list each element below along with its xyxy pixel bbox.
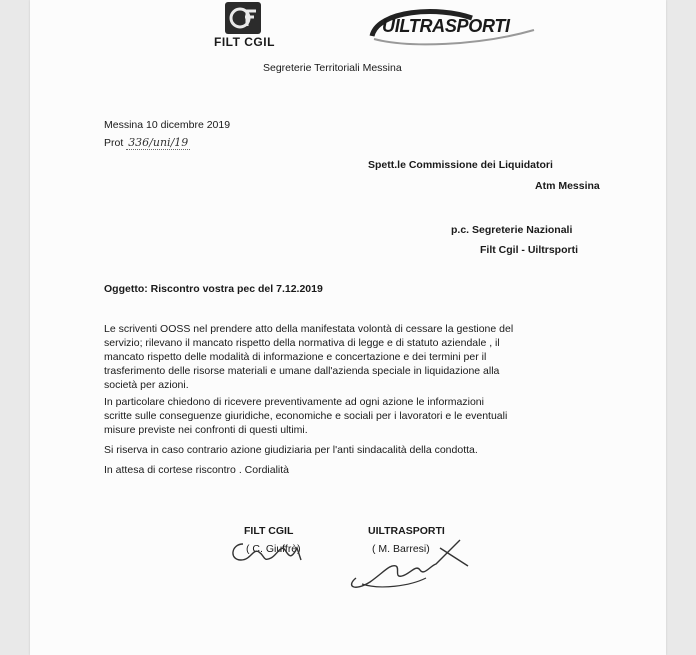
signature-left-scribble [225,530,315,570]
paragraph-line: Le scriventi OOSS nel prendere atto della manifestata volontà di cessare la gestione del [104,323,514,335]
place-date: Messina 10 dicembre 2019 [104,119,231,131]
signature-right-org: UILTRASPORTI [368,525,445,537]
signature-left-name: ( C. Giuffrè) [246,543,301,555]
protocol-label: Prot [104,137,124,149]
letter-page [30,0,666,655]
paragraph-2 [104,395,507,437]
filt-cgil-logo [200,2,280,50]
filt-cgil-logo-text: FILT CGIL [214,35,275,49]
paragraph-3: Si riserva in caso contrario azione giudiziaria per l'anti sindacalità della condotta. [104,444,478,456]
paragraph-1 [104,322,513,392]
signature-left-org: FILT CGIL [244,525,294,537]
paragraph-line: trasferimento delle risorse materiali e umane dall'azienda speciale in liquidazione alla [104,365,500,377]
protocol-number: 336/uni/19 [128,136,189,149]
uiltrasporti-logo-text: UILTRASPORTI [382,16,510,36]
filt-cgil-emblem [225,2,261,34]
subject-line: Oggetto: Riscontro vostra pec del 7.12.2019 [104,283,323,295]
cc-line-2: Filt Cgil - Uiltrsporti [480,244,578,256]
recipient-line-2: Atm Messina [535,180,600,192]
paragraph-line: In particolare chiedono di ricevere preventivamente ad ogni azione le informazioni [104,396,484,408]
uiltrasporti-logo [368,8,538,48]
recipient-line-1: Spett.le Commissione dei Liquidatori [368,159,553,171]
paragraph-4: In attesa di cortese riscontro . Cordialità [104,464,290,476]
signature-right-name: ( M. Barresi) [372,543,430,555]
paragraph-line: mancato rispetto delle modalità di informazione e concertazione e dei termini per il [104,351,487,363]
paragraph-line: scritte sulle conseguenze giuridiche, economiche e sociali per i lavoratori e le eventuali [104,410,508,422]
paragraph-line: servizio; rilevano il mancato rispetto della normativa di legge e di statuto aziendale , il [104,337,500,349]
protocol [104,136,190,149]
paragraph-line: società per azioni. [104,379,189,391]
paragraph-line: misure previste nei confronti di questi ultimi. [104,424,308,436]
cc-line-1: p.c. Segreterie Nazionali [451,224,573,236]
signature-right-scribble [340,530,480,592]
header-subtitle: Segreterie Territoriali Messina [263,62,402,74]
